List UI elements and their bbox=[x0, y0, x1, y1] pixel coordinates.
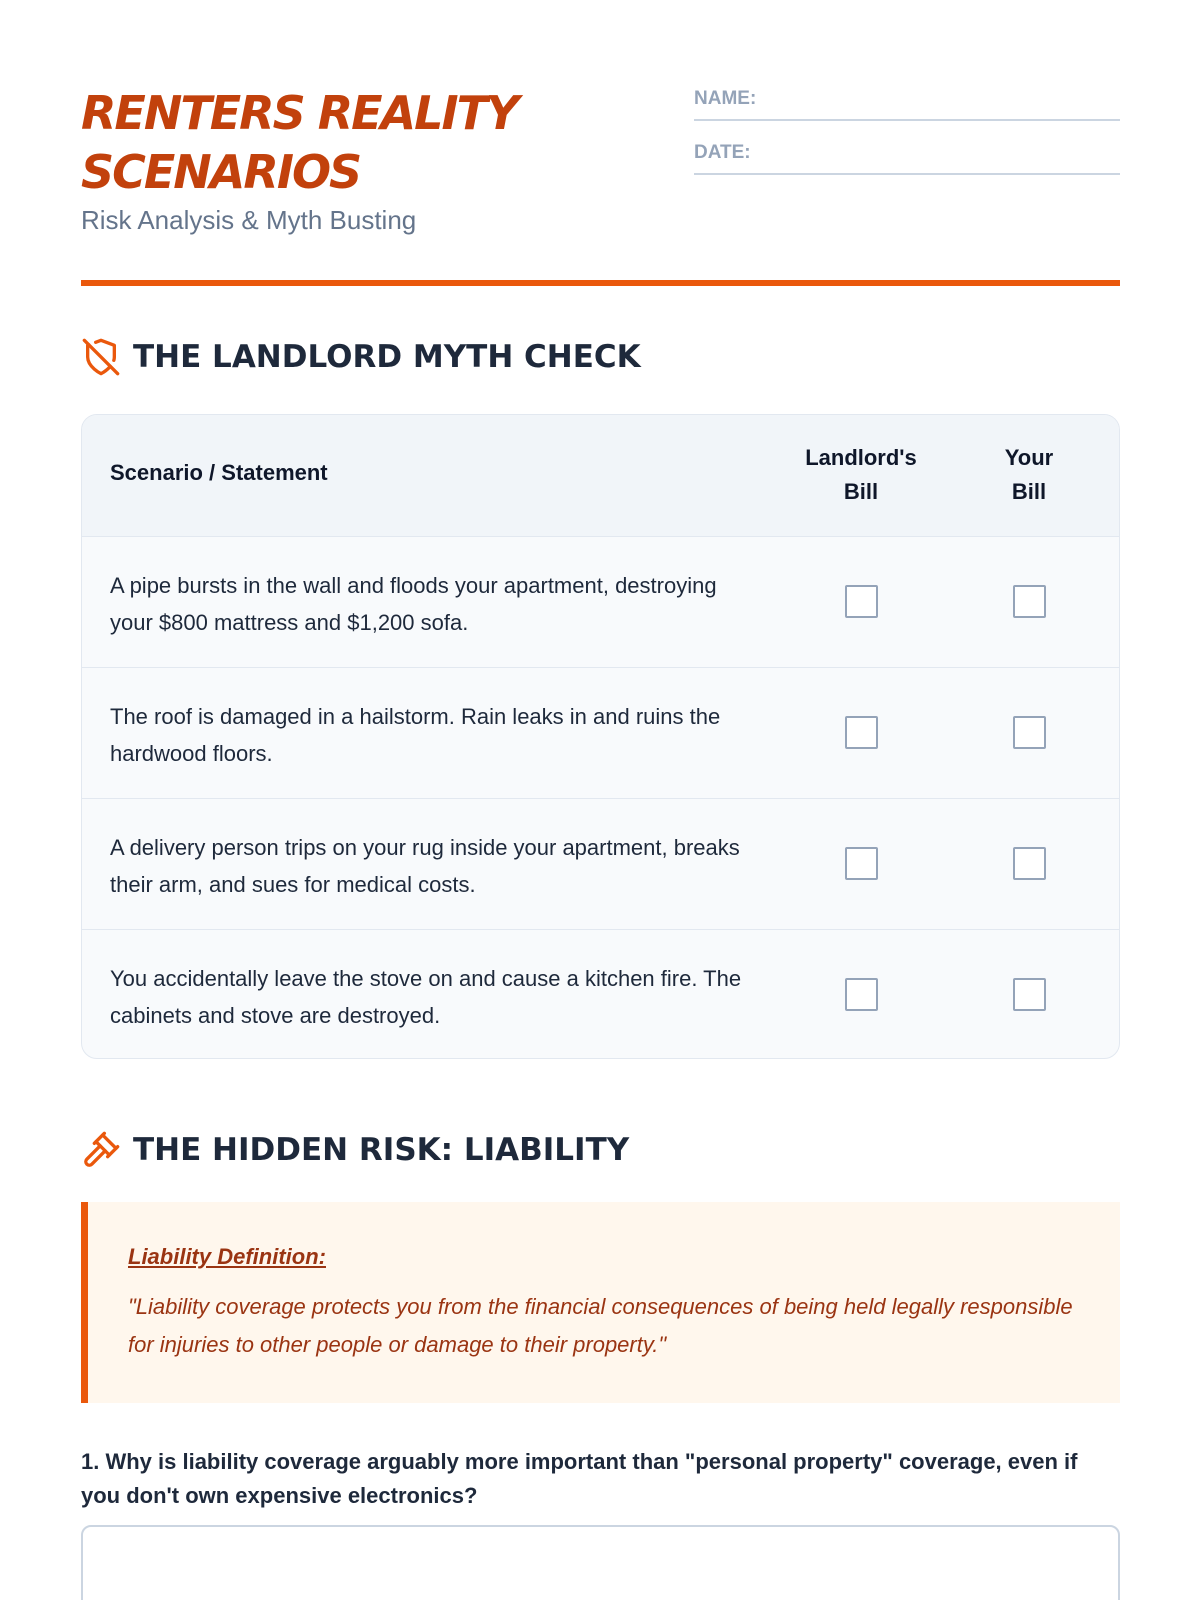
definition-text: "Liability coverage protects you from the financial consequences of being held legally responsible for injuries to other people or damage to their property." bbox=[128, 1294, 1073, 1357]
column-header-landlord-line2: Bill bbox=[843, 479, 879, 504]
table-row bbox=[82, 930, 1119, 1059]
landlord-bill-checkbox[interactable] bbox=[845, 847, 878, 880]
myth-check-table bbox=[81, 414, 1120, 1059]
name-field[interactable] bbox=[694, 80, 1120, 121]
header-divider bbox=[81, 280, 1120, 286]
table-header bbox=[82, 415, 1119, 537]
landlord-bill-checkbox[interactable] bbox=[845, 585, 878, 618]
column-header-landlord-line1: Landlord's bbox=[805, 445, 917, 470]
scenario-text: A pipe bursts in the wall and floods your apartment, destroying your $800 mattress and $1,200 sofa. bbox=[110, 573, 717, 635]
question-1: 1. Why is liability coverage arguably more important than "personal property" coverage, even if you don't own expensive electronics? bbox=[81, 1449, 1078, 1508]
table-row bbox=[82, 799, 1119, 930]
table-row bbox=[82, 537, 1119, 668]
your-bill-checkbox[interactable] bbox=[1013, 847, 1046, 880]
name-label: NAME: bbox=[694, 88, 757, 109]
landlord-bill-checkbox[interactable] bbox=[845, 978, 878, 1011]
table-row bbox=[82, 668, 1119, 799]
section-title: THE HIDDEN RISK: LIABILITY bbox=[133, 1132, 630, 1168]
student-info bbox=[694, 80, 1120, 188]
definition-label: Liability Definition: bbox=[128, 1244, 326, 1269]
worksheet-header bbox=[81, 80, 1120, 240]
worksheet-title bbox=[81, 84, 641, 202]
shield-off-icon bbox=[81, 337, 121, 377]
your-bill-checkbox[interactable] bbox=[1013, 585, 1046, 618]
title-line-2: SCENARIOS bbox=[81, 145, 361, 199]
section-title: THE LANDLORD MYTH CHECK bbox=[133, 339, 641, 375]
worksheet-page bbox=[81, 0, 1120, 1600]
landlord-myth-heading bbox=[81, 335, 1120, 379]
column-header-your-line1: Your bbox=[1004, 445, 1054, 470]
answer-field[interactable] bbox=[81, 1525, 1120, 1600]
scenario-text: You accidentally leave the stove on and cause a kitchen fire. The cabinets and stove are destroyed. bbox=[110, 966, 742, 1028]
column-header-scenario: Scenario / Statement bbox=[110, 460, 328, 485]
gavel-icon bbox=[81, 1130, 121, 1170]
worksheet-subtitle: Risk Analysis & Myth Busting bbox=[81, 205, 417, 235]
column-header-your bbox=[954, 441, 1104, 509]
scenario-text: A delivery person trips on your rug inside your apartment, breaks their arm, and sues for medical costs. bbox=[110, 835, 740, 897]
landlord-bill-checkbox[interactable] bbox=[845, 716, 878, 749]
column-header-landlord bbox=[786, 441, 936, 509]
title-line-1: RENTERS REALITY bbox=[81, 86, 518, 140]
your-bill-checkbox[interactable] bbox=[1013, 978, 1046, 1011]
date-label: DATE: bbox=[694, 142, 751, 163]
liability-definition-box bbox=[81, 1202, 1120, 1403]
your-bill-checkbox[interactable] bbox=[1013, 716, 1046, 749]
scenario-text: The roof is damaged in a hailstorm. Rain leaks in and ruins the hardwood floors. bbox=[110, 704, 721, 766]
column-header-your-line2: Bill bbox=[1011, 479, 1047, 504]
date-field[interactable] bbox=[694, 134, 1120, 175]
liability-heading bbox=[81, 1128, 1120, 1172]
